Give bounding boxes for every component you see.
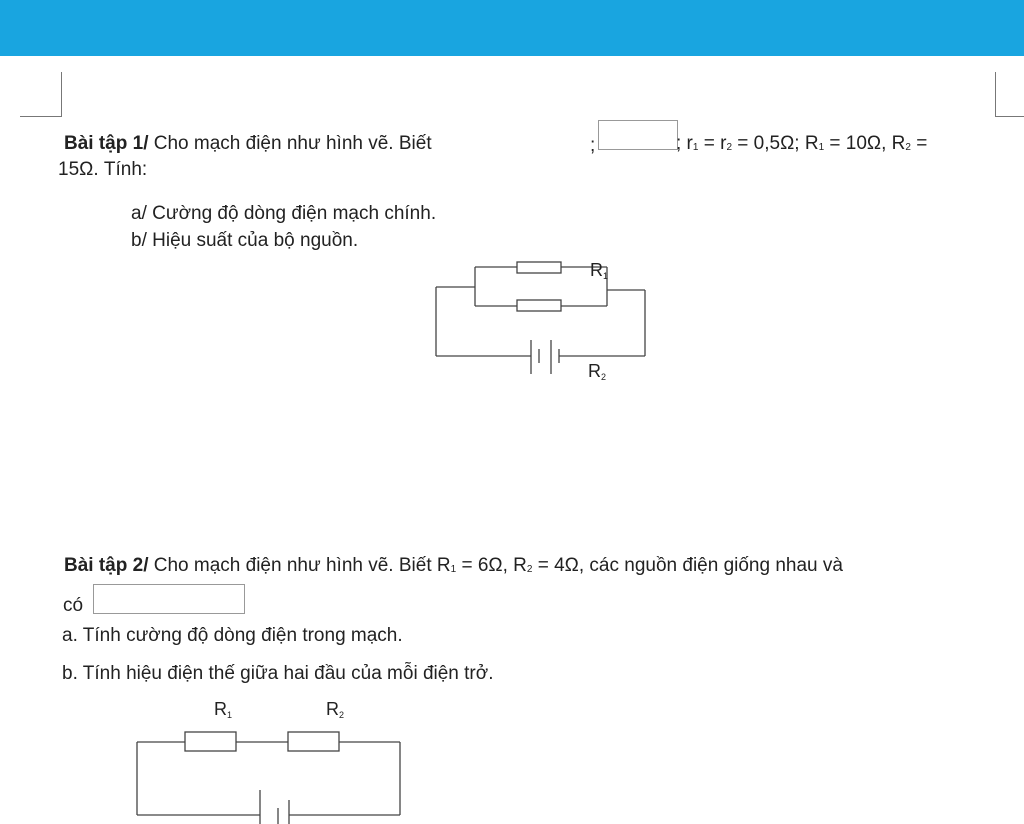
- label-r1: R1: [590, 260, 609, 281]
- label-r2: R2: [326, 699, 345, 720]
- exercise-2-line-1: [64, 554, 843, 581]
- exercise-1-separator: ;: [590, 135, 596, 156]
- exercise-2-heading: Bài tập 2/: [64, 555, 149, 576]
- exercise-2-line-2: có: [63, 595, 84, 616]
- resistor-r1-bottom: [517, 300, 561, 311]
- exercise-1-given-continued: 15Ω. Tính:: [58, 159, 148, 180]
- exercise-1-heading: Bài tập 1/: [64, 133, 149, 154]
- exercise-1-question-b: b/ Hiệu suất của bộ nguồn.: [131, 230, 359, 251]
- label-r1: R1: [214, 699, 233, 720]
- exercise-1-given-values: ; r1 = r2 = 0,5Ω; R1 = 10Ω, R2 =: [676, 133, 928, 154]
- resistor-r1: [185, 732, 236, 751]
- exercise-2-formula-placeholder: [93, 584, 245, 614]
- exercise-1-question-a: a/ Cường độ dòng điện mạch chính.: [131, 203, 437, 224]
- resistor-r1-top: [517, 262, 561, 273]
- exercise-2-question-a: a. Tính cường độ dòng điện trong mạch.: [62, 625, 403, 646]
- exercise-1-intro: Cho mạch điện như hình vẽ. Biết: [153, 133, 432, 154]
- label-r2: R2: [588, 361, 607, 382]
- exercise-2-question-b: b. Tính hiệu điện thế giữa hai đầu của mỗi điện trở.: [62, 663, 494, 684]
- resistor-r2: [288, 732, 339, 751]
- exercise-2-intro: Cho mạch điện như hình vẽ. Biết R1 = 6Ω, R2 = 4Ω, các nguồn điện giống nhau và: [153, 555, 843, 576]
